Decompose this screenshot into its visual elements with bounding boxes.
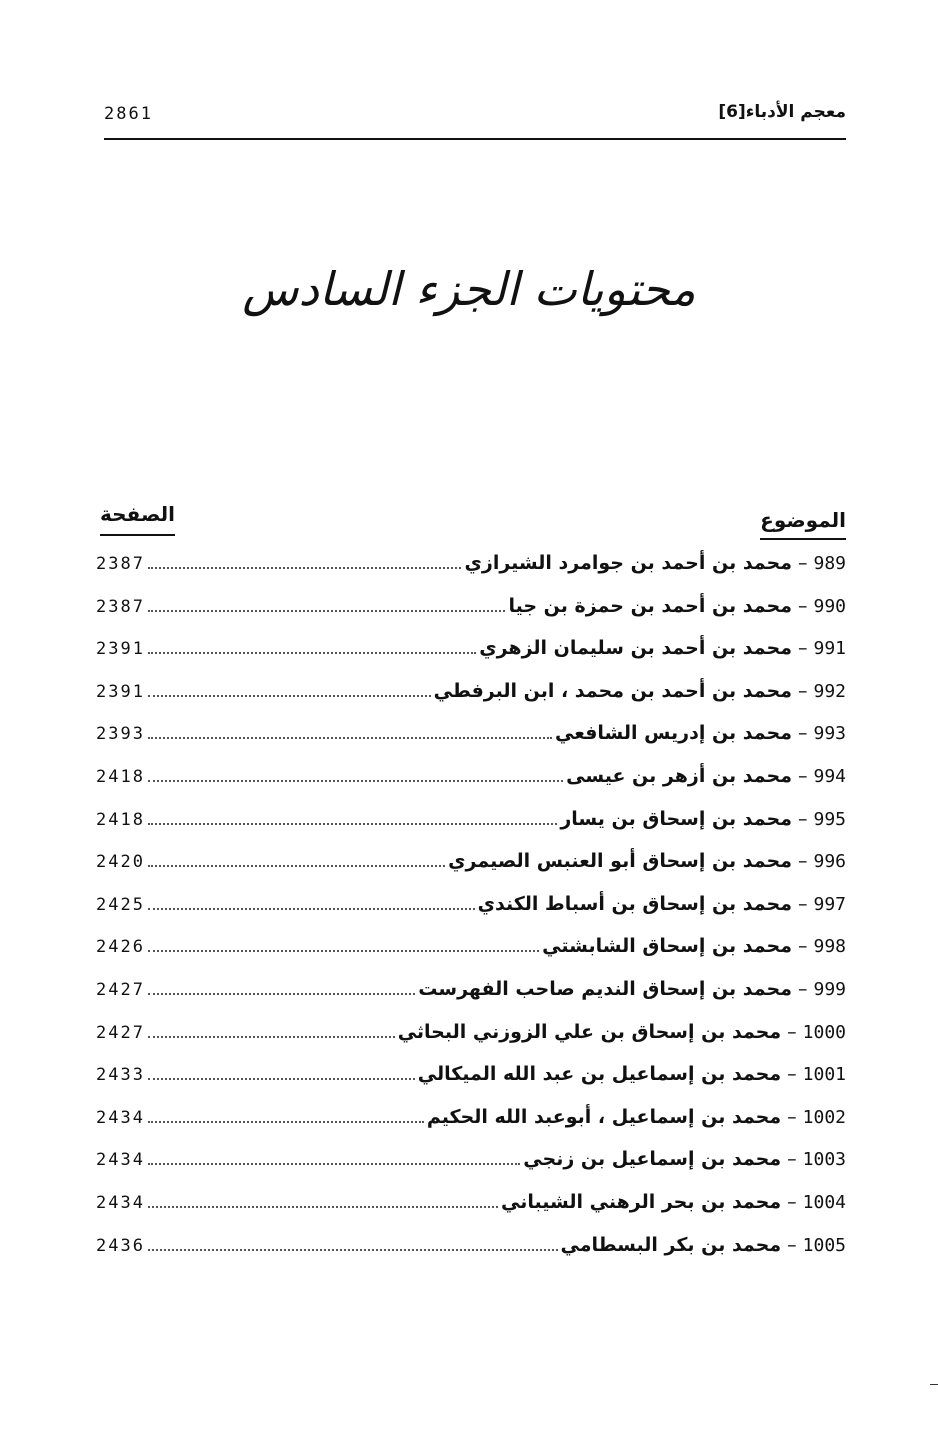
dot-leader (148, 695, 431, 697)
entry-title: محمد بن إسحاق بن أسباط الكندي (477, 892, 792, 915)
toc-entry (96, 765, 846, 808)
entry-title: محمد بن إسماعيل بن زنجي (523, 1148, 782, 1171)
table-of-contents (96, 552, 846, 1276)
dot-leader (148, 1249, 558, 1251)
entry-page-number: 2434 (96, 1192, 145, 1213)
dot-leader (148, 652, 476, 654)
toc-entry (96, 978, 846, 1021)
entry-separator: – (797, 722, 808, 745)
toc-entry (96, 1106, 846, 1149)
dot-leader (148, 1036, 395, 1038)
entry-separator: – (797, 850, 808, 873)
entry-number: 997 (813, 893, 846, 915)
entry-separator: – (787, 1105, 797, 1128)
entry-separator: – (797, 594, 808, 617)
entry-number: 993 (813, 723, 846, 745)
entry-page-number: 2427 (96, 979, 145, 1000)
entry-title: محمد بن إسماعيل بن عبد الله الميكالي (417, 1063, 782, 1086)
entry-title: محمد بن أحمد بن جوامرد الشيرازي (464, 552, 792, 574)
entry-title: محمد بن إسحاق الشابشتي (542, 935, 792, 958)
toc-entry (96, 680, 846, 723)
dot-leader (148, 737, 552, 739)
entry-page-number: 2420 (96, 852, 145, 873)
entry-page-number: 2426 (96, 937, 145, 958)
toc-entry (96, 1148, 846, 1191)
page-header (104, 100, 846, 140)
toc-entry (96, 850, 846, 893)
entry-title: محمد بن إسحاق بن علي الزوزني البحاثي (397, 1020, 782, 1043)
entry-page-number: 2427 (96, 1022, 145, 1043)
entry-page-number: 2425 (96, 894, 145, 915)
toc-entry (96, 808, 846, 851)
entry-title: محمد بن أحمد بن محمد ، ابن البرفطي (433, 679, 792, 702)
entry-number: 1002 (802, 1106, 846, 1128)
entry-title: محمد بن إدريس الشافعي (555, 722, 792, 745)
entry-title: محمد بن أحمد بن حمزة بن جيا (508, 594, 792, 617)
dot-leader (148, 993, 415, 995)
entry-number: 998 (813, 936, 846, 958)
entry-separator: – (797, 637, 808, 660)
corner-mark (930, 1384, 938, 1385)
page-column-heading: الصفحة (100, 502, 175, 536)
entry-number: 994 (813, 765, 846, 787)
toc-entry (96, 1234, 846, 1277)
toc-entry (96, 722, 846, 765)
entry-title: محمد بن أزهر بن عيسى (566, 764, 792, 787)
entry-number: 992 (813, 680, 846, 702)
entry-page-number: 2436 (96, 1235, 145, 1256)
entry-page-number: 2418 (96, 766, 145, 787)
entry-number: 1004 (802, 1191, 846, 1213)
entry-page-number: 2391 (96, 639, 145, 660)
toc-entry (96, 1021, 846, 1064)
entry-number: 1001 (802, 1064, 846, 1086)
page-number: 2861 (104, 104, 153, 124)
toc-entry (96, 595, 846, 638)
entry-separator: – (797, 764, 808, 787)
entry-separator: – (787, 1063, 797, 1086)
entry-separator: – (797, 679, 808, 702)
entry-title: محمد بن إسماعيل ، أبوعبد الله الحكيم (426, 1105, 782, 1128)
dot-leader (148, 1121, 424, 1123)
topic-column-heading: الموضوع (760, 508, 846, 540)
entry-page-number: 2418 (96, 809, 145, 830)
header-rule (104, 138, 846, 140)
dot-leader (148, 823, 557, 825)
entry-title: محمد بن إسحاق النديم صاحب الفهرست (418, 977, 792, 1000)
dot-leader (148, 610, 506, 612)
entry-page-number: 2433 (96, 1065, 145, 1086)
entry-number: 999 (813, 978, 846, 1000)
dot-leader (148, 567, 462, 569)
entry-number: 1000 (802, 1021, 846, 1043)
entry-page-number: 2387 (96, 596, 145, 617)
part-title: محتويات الجزء السادس (242, 262, 696, 316)
entry-separator: – (787, 1233, 797, 1256)
entry-separator: – (787, 1020, 797, 1043)
toc-entry (96, 935, 846, 978)
toc-entry (96, 1191, 846, 1234)
entry-page-number: 2434 (96, 1107, 145, 1128)
entry-separator: – (797, 935, 808, 958)
entry-separator: – (787, 1148, 797, 1171)
entry-page-number: 2391 (96, 681, 145, 702)
dot-leader (148, 780, 563, 782)
entry-separator: – (797, 892, 808, 915)
entry-title: محمد بن إسحاق بن يسار (560, 807, 792, 830)
dot-leader (148, 1163, 520, 1165)
entry-number: 991 (813, 638, 846, 660)
entry-number: 989 (813, 553, 846, 574)
entry-title: محمد بن بحر الرهني الشيباني (501, 1190, 782, 1213)
entry-page-number: 2393 (96, 724, 145, 745)
running-title: معجم الأدباء[6] (718, 102, 846, 122)
entry-page-number: 2387 (96, 554, 145, 574)
entry-title: محمد بن إسحاق أبو العنبس الصيمري (448, 850, 792, 873)
toc-entry (96, 1063, 846, 1106)
entry-number: 996 (813, 851, 846, 873)
entry-separator: – (797, 552, 808, 574)
dot-leader (148, 1078, 415, 1080)
dot-leader (148, 1206, 498, 1208)
dot-leader (148, 865, 445, 867)
entry-separator: – (797, 807, 808, 830)
entry-number: 1005 (802, 1234, 846, 1256)
entry-separator: – (787, 1190, 797, 1213)
dot-leader (148, 950, 539, 952)
toc-entry (96, 893, 846, 936)
entry-title: محمد بن بكر البسطامي (560, 1233, 782, 1256)
entry-number: 990 (813, 595, 846, 617)
entry-page-number: 2434 (96, 1150, 145, 1171)
entry-number: 995 (813, 808, 846, 830)
entry-title: محمد بن أحمد بن سليمان الزهري (479, 637, 792, 660)
toc-entry (96, 637, 846, 680)
entry-separator: – (797, 977, 808, 1000)
toc-entry (96, 552, 846, 595)
entry-number: 1003 (802, 1149, 846, 1171)
dot-leader (148, 908, 475, 910)
